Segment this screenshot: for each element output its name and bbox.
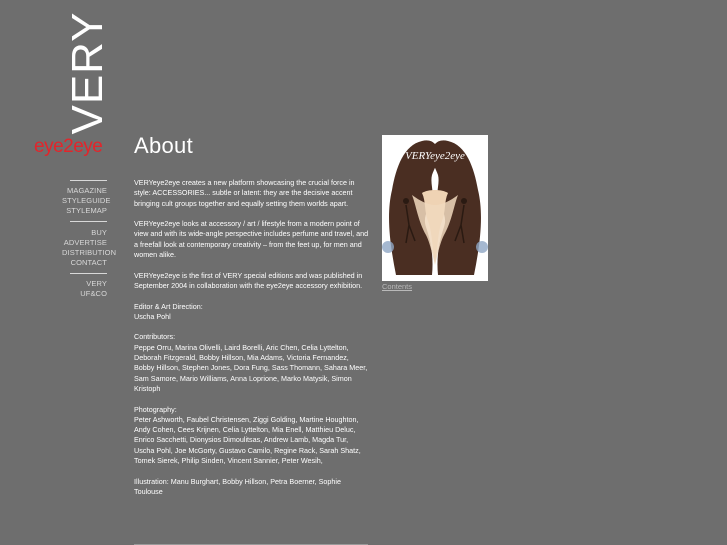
- credits-contributors: [134, 332, 369, 394]
- cover-image[interactable]: [382, 135, 488, 281]
- credits-label: Contributors:: [134, 332, 176, 342]
- eye2eye-logo[interactable]: eye2eye: [34, 136, 103, 157]
- nav-group-company: [62, 279, 107, 299]
- nav-link-buy[interactable]: BUY: [91, 228, 107, 237]
- nav-link-very[interactable]: VERY: [86, 279, 107, 288]
- nav-link-styleguide[interactable]: STYLEGUIDE: [62, 196, 111, 205]
- about-paragraph: VERYeye2eye looks at accessory / art / lifestyle from a modern point of view and with its wide-angle perspective includes perfume and travel, and a freefall look at contemporary creativity – from the feet up, for men and women alike.: [134, 219, 369, 260]
- about-paragraph: VERYeye2eye creates a new platform showcasing the crucial force in style: ACCESSORIES... subtle or latent: they are the decisive accent bringing cult groups together and equally setting them worlds apart.: [134, 178, 355, 208]
- credits-label: Photography:: [134, 404, 177, 414]
- about-content: [134, 178, 369, 508]
- credits-names: Peppe Orru, Marina Olivelli, Laird Borelli, Aric Chen, Celia Lyttelton, Deborah Fitzgerald, Bobby Hillson, Mia Adams, Victoria Fernandez, Bobby Hillson, Stephen Jones, Dora Fung, Sass Thomann, Sahara Meer, Sam Samore, Mario Williams, Anna Loprione, Marko Matysik, Simon Kristoph: [134, 342, 368, 393]
- credits-illustration: Illustration: Manu Burghart, Bobby Hillson, Petra Boerner, Sophie Toulouse: [134, 476, 341, 496]
- cover-masthead: VERYeye2eye: [405, 150, 465, 162]
- nav-link-advertise[interactable]: ADVERTISE: [63, 238, 107, 247]
- nav-divider: [70, 221, 107, 222]
- nav-link-distribution[interactable]: DISTRIBUTION: [62, 248, 117, 257]
- credits-editor: [134, 302, 369, 323]
- very-logo-text: VERY: [63, 11, 112, 135]
- page-title: About: [134, 133, 193, 158]
- about-paragraph: VERYeye2eye is the first of VERY special editions and was published in September 2004 in collaboration with the eye2eye accessory exhibition.: [134, 270, 363, 290]
- credits-names: Peter Ashworth, Faubel Christensen, Ziggi Golding, Martine Houghton, Andy Cohen, Cees Krijnen, Celia Lyttelton, Mia Enell, Matthieu Deluc, Enrico Sacchetti, Dionysios Dimoulitsas, Andrew Lamb, Magda Tur, Uscha Pohl, Joe McGorty, Gustavo Camilo, Regine Rack, Sarah Shatz, Tomek Sierek, Philip Sinden, Vincent Sannier, Peter Wesih,: [134, 414, 361, 466]
- nav-link-ufco[interactable]: UF&CO: [80, 289, 107, 298]
- cover-artwork: [382, 135, 488, 281]
- nav-group-business: [62, 228, 117, 268]
- nav-link-stylemap[interactable]: STYLEMAP: [66, 206, 107, 215]
- nav-divider: [70, 273, 107, 274]
- credits-photography: [134, 405, 369, 467]
- contents-link[interactable]: Contents: [382, 282, 413, 291]
- credits-label: Editor & Art Direction:: [134, 301, 203, 311]
- nav-link-magazine[interactable]: MAGAZINE: [67, 186, 107, 195]
- very-logo[interactable]: [63, 11, 112, 135]
- credits-names: Uscha Pohl: [134, 311, 171, 321]
- nav-link-contact[interactable]: CONTACT: [70, 258, 107, 267]
- nav-group-publications: [62, 186, 111, 216]
- nav-divider: [70, 180, 107, 181]
